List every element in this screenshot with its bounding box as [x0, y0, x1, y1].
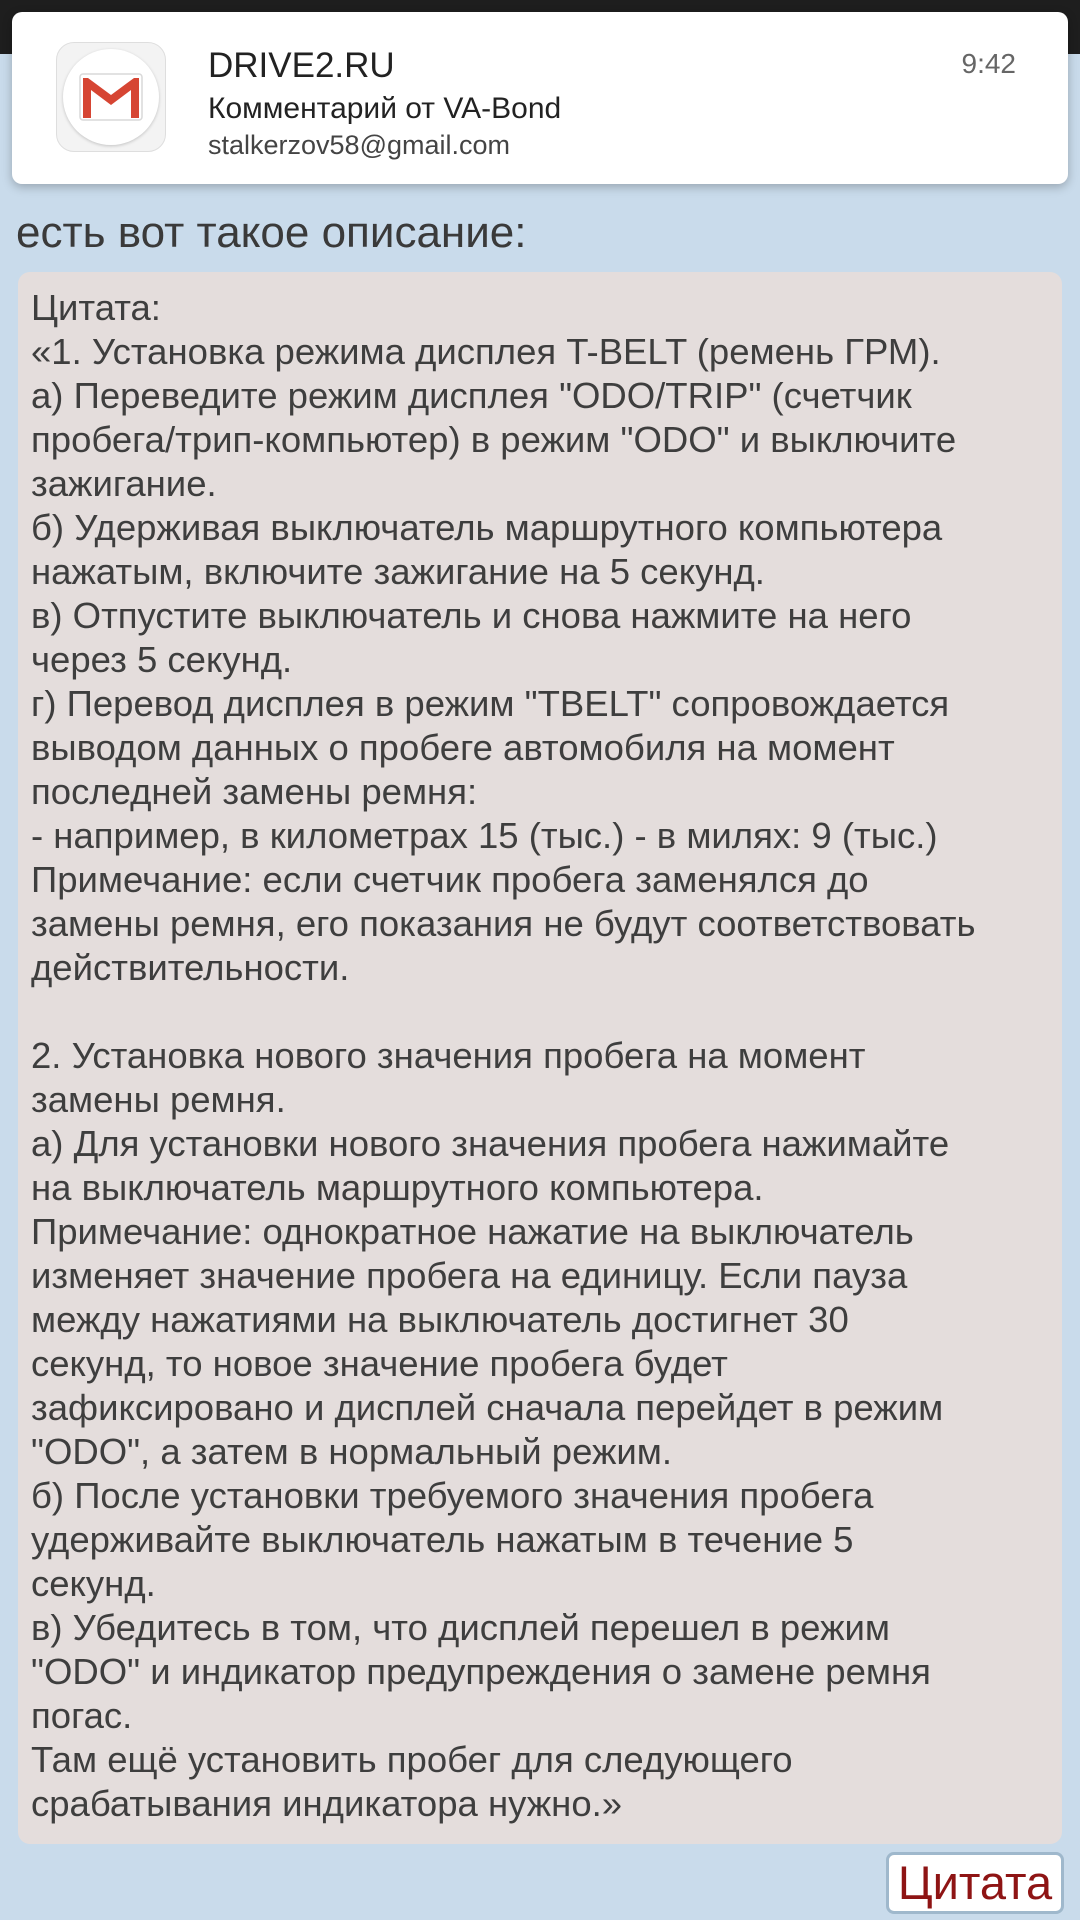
- quote-line: пробега/трип-компьютер) в режим "ODO" и выключите: [31, 419, 957, 460]
- quote-line: в) Отпустите выключатель и снова нажмите на него: [31, 595, 912, 636]
- quote-line: «1. Установка режима дисплея T-BELT (ремень ГРМ).: [31, 331, 941, 372]
- quote-button[interactable]: Цитата: [886, 1852, 1064, 1914]
- quote-line: погас.: [31, 1695, 133, 1736]
- quote-line: изменяет значение пробега на единицу. Если пауза: [31, 1255, 908, 1296]
- quote-line: замены ремня.: [31, 1079, 286, 1120]
- quote-line: срабатывания индикатора нужно.»: [31, 1783, 623, 1824]
- notification-card[interactable]: [12, 12, 1068, 184]
- quote-line: б) Удерживая выключатель маршрутного компьютера: [31, 507, 943, 548]
- quote-line: Там ещё установить пробег для следующего: [31, 1739, 793, 1780]
- quote-line: а) Для установки нового значения пробега нажимайте: [31, 1123, 950, 1164]
- quote-line: действительности.: [31, 947, 350, 988]
- quote-line: зажигание.: [31, 463, 217, 504]
- quote-line: б) После установки требуемого значения пробега: [31, 1475, 874, 1516]
- quote-line: "ODO", а затем в нормальный режим.: [31, 1431, 672, 1472]
- quote-line: - например, в километрах 15 (тыс.) - в милях: 9 (тыс.): [31, 815, 938, 856]
- notification-title: Комментарий от VA-Bond: [208, 92, 562, 125]
- quote-line: секунд.: [31, 1563, 156, 1604]
- notification-time: 9:42: [961, 48, 1016, 79]
- quote-line: 2. Установка нового значения пробега на момент: [31, 1035, 866, 1076]
- quote-line: Примечание: однократное нажатие на выключатель: [31, 1211, 914, 1252]
- quote-line: удерживайте выключатель нажатым в течение 5: [31, 1519, 854, 1560]
- quote-block: [18, 272, 1062, 1844]
- quote-line: г) Перевод дисплея в режим "TBELT" сопровождается: [31, 683, 950, 724]
- quote-line: секунд, то новое значение пробега будет: [31, 1343, 728, 1384]
- quote-line: между нажатиями на выключатель достигнет 30: [31, 1299, 849, 1340]
- quote-line: Цитата:: [31, 287, 161, 328]
- notification-account: stalkerzov58@gmail.com: [208, 130, 511, 160]
- quote-line: последней замены ремня:: [31, 771, 478, 812]
- quote-line: "ODO" и индикатор предупреждения о замене ремня: [31, 1651, 931, 1692]
- quote-line: нажатым, включите зажигание на 5 секунд.: [31, 551, 765, 592]
- quote-line: зафиксировано и дисплей сначала перейдет в режим: [31, 1387, 944, 1428]
- quote-line: а) Переведите режим дисплея "ODO/TRIP" (счетчик: [31, 375, 912, 416]
- post-text: есть вот такое описание:: [16, 208, 527, 257]
- gmail-icon: [56, 42, 166, 152]
- quote-line: [31, 990, 1062, 1034]
- quote-line: Примечание: если счетчик пробега заменялся до: [31, 859, 869, 900]
- quote-line: замены ремня, его показания не будут соответствовать: [31, 903, 976, 944]
- quote-line: через 5 секунд.: [31, 639, 293, 680]
- quote-line: на выключатель маршрутного компьютера.: [31, 1167, 764, 1208]
- quote-line: выводом данных о пробеге автомобиля на момент: [31, 727, 895, 768]
- quote-line: в) Убедитесь в том, что дисплей перешел в режим: [31, 1607, 890, 1648]
- notification-app-name: DRIVE2.RU: [208, 46, 395, 85]
